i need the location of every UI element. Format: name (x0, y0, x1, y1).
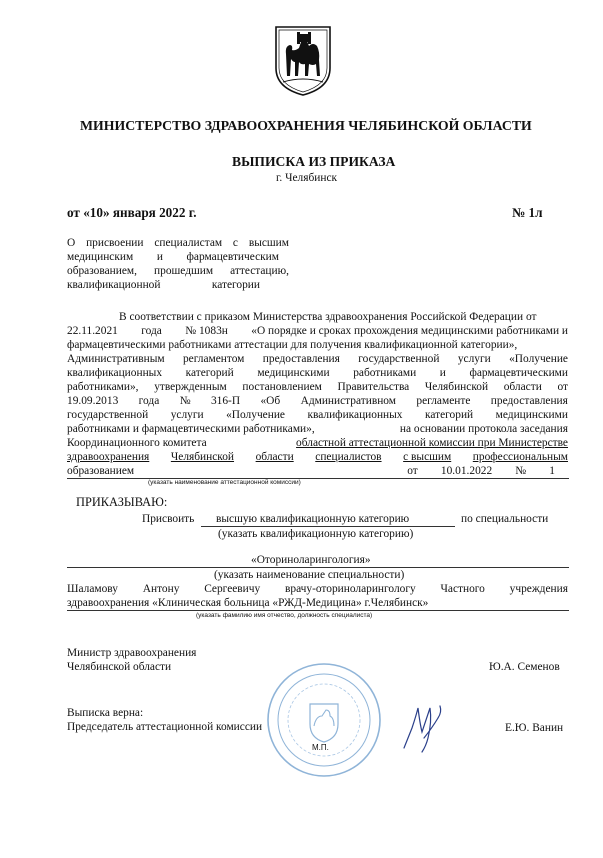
body-line: 19.09.2013 года № 316-П «Об Административном регламенте предоставления (67, 395, 568, 407)
copy-correct-label: Выписка верна: (67, 707, 144, 719)
city-line: г. Челябинск (276, 172, 338, 184)
order-number: № 1л (512, 205, 543, 220)
body-line: Административным регламентом предоставления государственной услуги «Получение (67, 353, 568, 365)
assign-label: Присвоить (142, 513, 195, 525)
chair-name: Е.Ю. Ванин (505, 722, 564, 734)
official-seal-stamp (264, 660, 384, 780)
person-hint: (указать фамилию имя отчество, должность специалиста) (196, 612, 373, 619)
body-line: Координационного комитета областной аттестационной комиссии при Министерстве (67, 437, 568, 449)
body-line: образованием от 10.01.2022 № 1 (67, 465, 555, 477)
order-date: от «10» января 2022 г. (67, 205, 197, 220)
person-block (67, 582, 568, 610)
person-underline (67, 610, 569, 611)
body-line: работниками и фармацевтическими работниками», на основании протокола заседания (67, 423, 568, 435)
body-line: работниками», утвержденным постановлением Правительства Челябинской области от (67, 381, 568, 393)
subject-line: медицинским и фармацевтическим (67, 251, 279, 263)
minister-title-line-1: Министр здравоохранения (67, 647, 197, 659)
chair-title: Председатель аттестационной комиссии (67, 721, 263, 733)
minister-name: Ю.А. Семенов (489, 661, 560, 673)
coat-of-arms-icon (273, 24, 333, 98)
minister-title-line-2: Челябинской области (67, 661, 172, 673)
ministry-heading: МИНИСТЕРСТВО ЗДРАВООХРАНЕНИЯ ЧЕЛЯБИНСКОЙ ОБЛАСТИ (80, 118, 532, 133)
subject-line: квалификационной категории (67, 279, 260, 291)
order-subject (67, 236, 289, 292)
commission-hint: (указать наименование аттестационной комиссии) (148, 479, 301, 486)
person-line: Шаламову Антону Сергеевичу врачу-оториноларингологу Частного учреждения (67, 583, 568, 595)
category-value: высшую квалификационную категорию (216, 513, 410, 525)
body-line: фармацевтическими работниками аттестации для получения квалификационной категории», (67, 339, 518, 351)
body-line: квалификационных категорий медицинскими работниками и фармацевтическими (67, 367, 568, 379)
handwritten-signature (398, 698, 448, 758)
order-word: ПРИКАЗЫВАЮ: (76, 495, 168, 509)
body-line: 22.11.2021 года № 1083н «О порядке и сроках прохождения медицинскими работниками и (67, 325, 568, 337)
document-title: ВЫПИСКА ИЗ ПРИКАЗА (232, 154, 396, 169)
specialty-hint: (указать наименование специальности) (214, 569, 405, 581)
subject-line: О присвоении специалистам с высшим (67, 237, 289, 249)
order-preamble (67, 310, 568, 478)
body-line: государственной услуги «Получение квалификационных категорий медицинскими (67, 409, 568, 421)
person-line: здравоохранения «Клиническая больница «РЖД-Медицина» г.Челябинск» (67, 597, 429, 609)
commission-underline (67, 478, 569, 479)
category-hint: (указать квалификационную категорию) (218, 528, 414, 540)
body-line: В соответствии с приказом Министерства здравоохранения Российской Федерации от (119, 311, 537, 323)
specialty-value: «Оториноларингология» (251, 554, 371, 566)
seal-mark: М.П. (312, 743, 329, 752)
subject-line: образованием, прошедшим аттестацию, (67, 265, 289, 277)
body-line: здравоохранения Челябинской области специалистов с высшим профессиональным (67, 451, 568, 463)
specialty-label: по специальности (461, 513, 549, 525)
